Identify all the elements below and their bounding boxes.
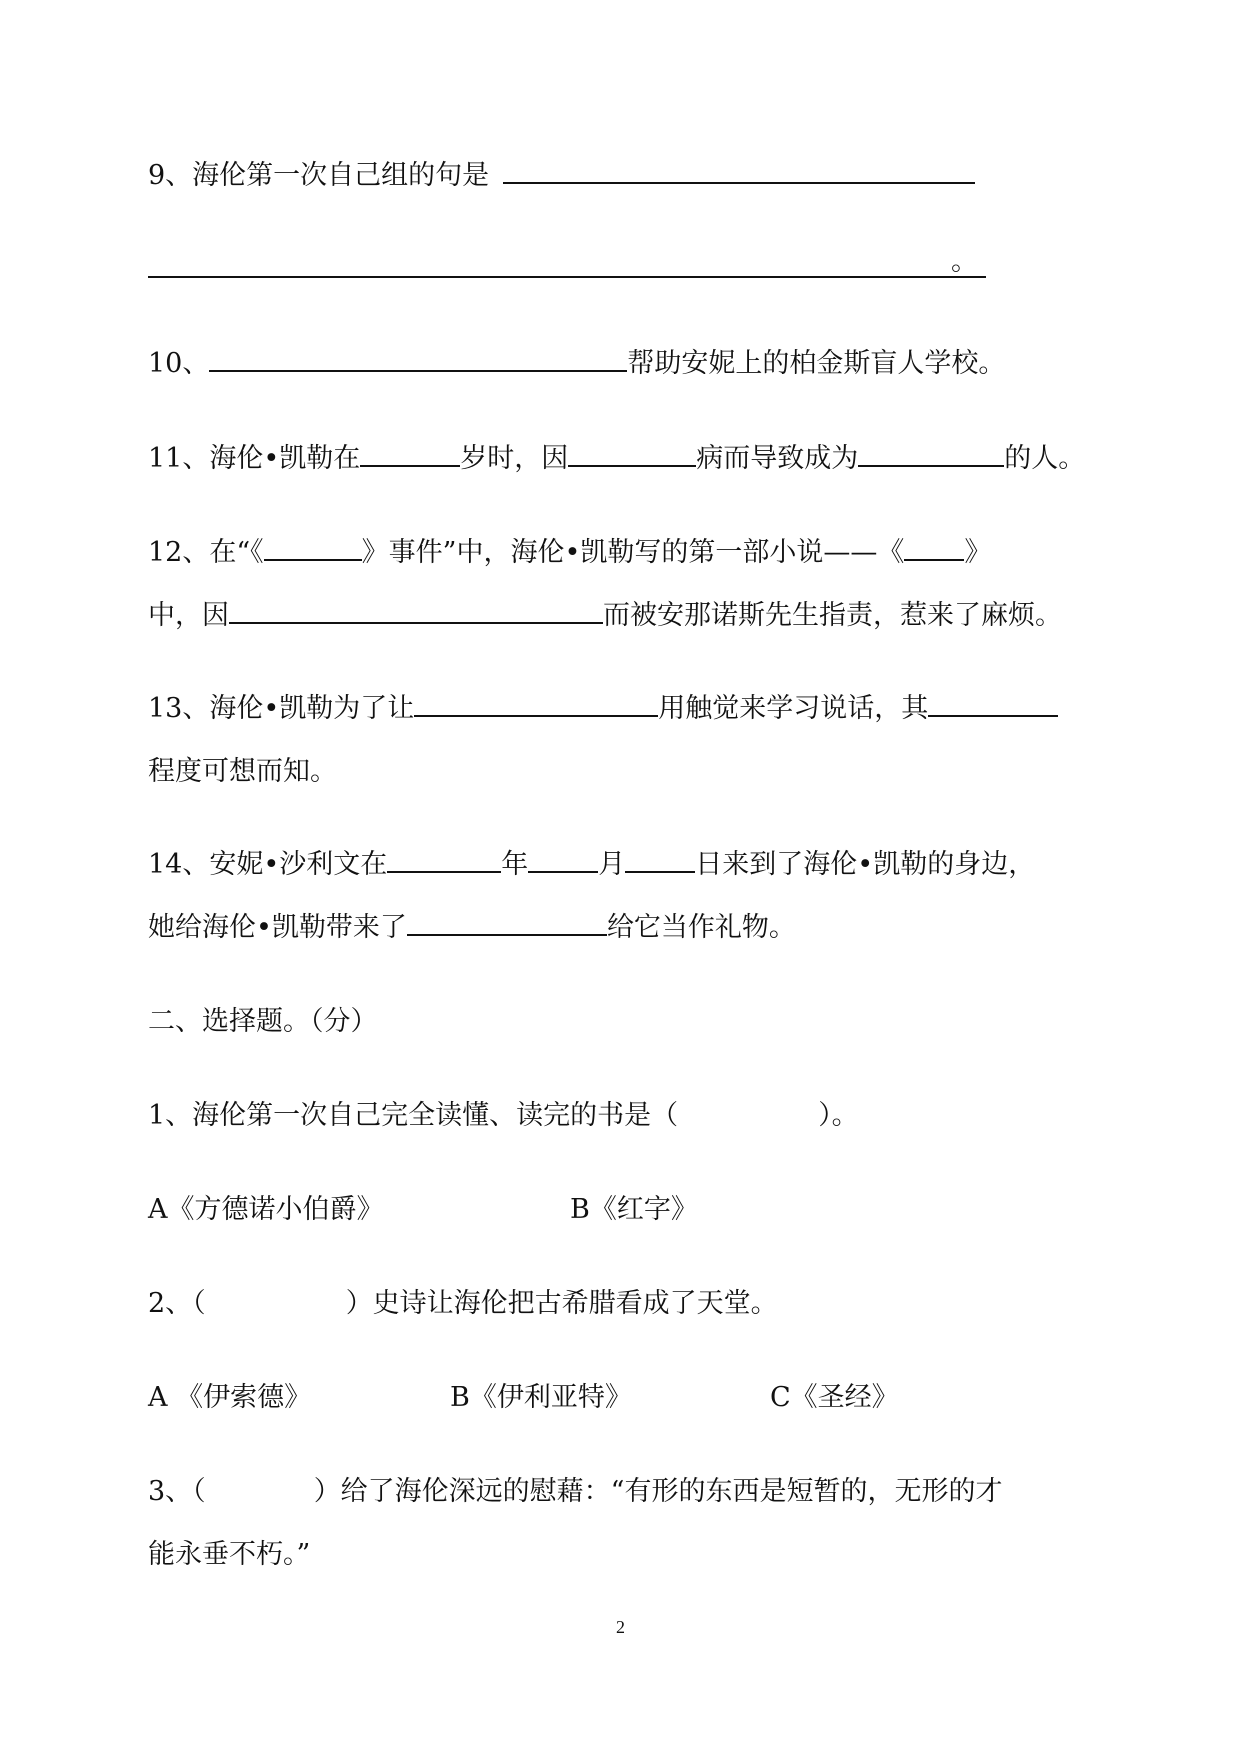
q12-blank-event[interactable] [264, 533, 362, 561]
question-11 [148, 439, 1085, 479]
q13-text-2: 用触觉来学习说话，其 [658, 693, 929, 724]
q13-blank-1[interactable] [414, 689, 658, 717]
question-12 [148, 533, 991, 573]
question-9 [148, 156, 975, 196]
q12-text-4: 中，因 [148, 600, 229, 631]
q11-blank-illness[interactable] [568, 439, 696, 467]
q11-text-4: 的人。 [1004, 443, 1086, 474]
question-13 [148, 689, 1058, 729]
c1-option-a[interactable]: A《方德诺小伯爵》 [148, 1194, 384, 1225]
question-14 [148, 845, 1035, 885]
q12-blank-novel[interactable] [904, 533, 964, 561]
question-10 [148, 344, 1005, 384]
question-9-line2 [148, 246, 986, 290]
c3-stem-a: 3、（ [148, 1476, 206, 1507]
q14-text-2: 年 [501, 849, 529, 880]
q9-blank-1[interactable] [503, 156, 975, 184]
q9-text: 9、海伦第一次自己组的句是 [148, 160, 490, 191]
q14-blank-day[interactable] [625, 845, 695, 873]
question-12-line2 [148, 596, 1062, 636]
q11-text-3: 病而导致成为 [696, 443, 859, 474]
c2-option-a[interactable]: A 《伊索德》 [148, 1382, 312, 1413]
q11-blank-result[interactable] [858, 439, 1004, 467]
q14-text-5: 她给海伦•凯勒带来了 [148, 912, 407, 943]
section-2-heading: 二、选择题。（分） [148, 1006, 378, 1037]
q12-text-5: 而被安那诺斯先生指责，惹来了麻烦。 [603, 600, 1062, 631]
page-number: 2 [616, 1617, 625, 1637]
c1-option-b[interactable]: B《红字》 [570, 1194, 698, 1225]
question-14-line2 [148, 908, 796, 948]
q10-blank[interactable] [209, 344, 627, 372]
question-13-line2 [148, 752, 337, 792]
c1-stem-b: ）。 [818, 1100, 859, 1131]
q14-blank-gift[interactable] [407, 908, 607, 936]
q14-blank-month[interactable] [528, 845, 598, 873]
q14-text-1: 14、安妮•沙利文在 [148, 849, 388, 880]
q11-blank-age[interactable] [360, 439, 460, 467]
c3-stem-b: ）给了海伦深远的慰藉：“有形的东西是短暂的，无形的才 [313, 1476, 1003, 1507]
q12-text-1: 12、在“《 [148, 537, 264, 568]
q9-end: 。 [951, 246, 978, 277]
q14-blank-year[interactable] [387, 845, 501, 873]
q10-number: 10、 [148, 348, 210, 379]
q12-text-2: 》事件”中，海伦•凯勒写的第一部小说——《 [361, 537, 905, 568]
c2-option-b[interactable]: B《伊利亚特》 [450, 1382, 632, 1413]
choice-question-3 [148, 1472, 1003, 1512]
q11-text-1: 11、海伦•凯勒在 [148, 443, 361, 474]
q12-blank-reason[interactable] [229, 596, 603, 624]
choice-question-1 [148, 1096, 859, 1136]
c3-line2: 能永垂不朽。” [148, 1539, 311, 1570]
c2-option-c[interactable]: C《圣经》 [770, 1382, 899, 1413]
c2-stem-b: ）史诗让海伦把古希腊看成了天堂。 [345, 1288, 778, 1319]
q14-text-6: 给它当作礼物。 [606, 912, 796, 943]
q9-blank-2[interactable] [148, 246, 986, 278]
q12-text-3: 》 [964, 537, 992, 568]
q13-blank-2[interactable] [928, 689, 1058, 717]
q13-text-3: 程度可想而知。 [148, 756, 337, 787]
q13-text-1: 13、海伦•凯勒为了让 [148, 693, 415, 724]
c2-stem-a: 2、（ [148, 1288, 206, 1319]
q14-text-4: 日来到了海伦•凯勒的身边， [695, 849, 1036, 880]
q10-text: 帮助安妮上的柏金斯盲人学校。 [627, 348, 1006, 379]
c1-stem-a: 1、海伦第一次自己完全读懂、读完的书是（ [148, 1100, 679, 1131]
q14-text-3: 月 [598, 849, 626, 880]
q11-text-2: 岁时，因 [460, 443, 569, 474]
choice-question-2 [148, 1284, 778, 1324]
